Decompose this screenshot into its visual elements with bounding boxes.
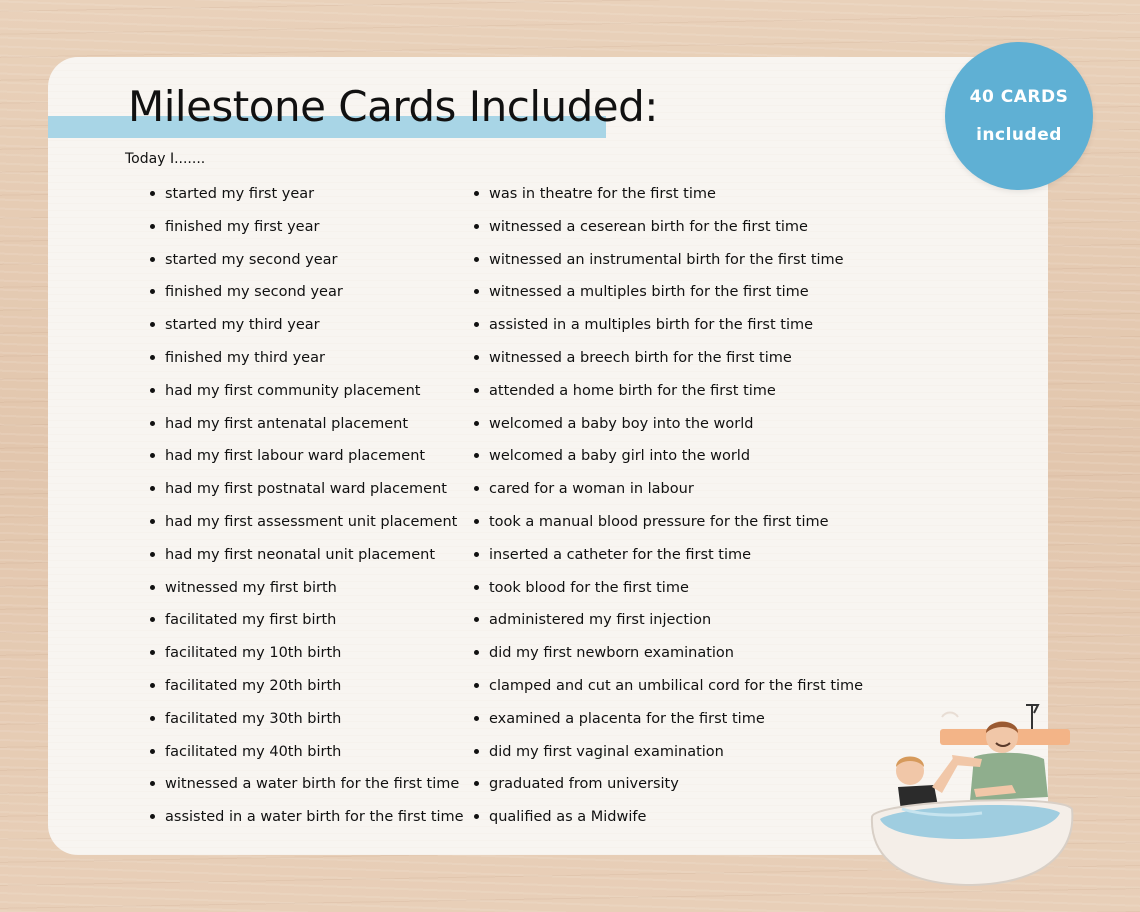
milestone-right-list-item: took blood for the first time [474,575,863,608]
milestone-left-list-item: witnessed my first birth [150,575,464,608]
milestone-left-list-item: started my second year [150,247,464,280]
water-birth-illustration [862,697,1082,887]
milestone-right-list-item: graduated from university [474,771,863,804]
milestone-right-list-item: took a manual blood pressure for the first time [474,509,863,542]
milestone-left-list-item: finished my third year [150,345,464,378]
milestone-right-list-item: administered my first injection [474,607,863,640]
milestone-left-list-item: had my first neonatal unit placement [150,542,464,575]
birthing-pool-icon [872,800,1072,885]
milestone-left-list-item: had my first postnatal ward placement [150,476,464,509]
milestone-right-list-item: was in theatre for the first time [474,181,863,214]
milestone-right-list-item: witnessed an instrumental birth for the first time [474,247,863,280]
milestone-list-left [150,181,464,837]
milestone-left-list-item: witnessed a water birth for the first time [150,771,464,804]
milestone-list-right [474,181,863,837]
milestone-left-list-item: had my first antenatal placement [150,411,464,444]
milestone-right-list-item: inserted a catheter for the first time [474,542,863,575]
cards-count-badge [945,42,1093,190]
milestone-left-list-item: finished my first year [150,214,464,247]
milestone-right-list-item: witnessed a ceserean birth for the first time [474,214,863,247]
milestone-right-list-item: witnessed a multiples birth for the first time [474,279,863,312]
milestone-right-list-item: witnessed a breech birth for the first time [474,345,863,378]
milestone-right-list-item: clamped and cut an umbilical cord for the first time [474,673,863,706]
milestone-right-list-item: cared for a woman in labour [474,476,863,509]
badge-line-2: included [976,125,1062,145]
milestone-right-list-item: qualified as a Midwife [474,804,863,837]
milestone-left-list-item: facilitated my 40th birth [150,739,464,772]
badge-line-1: 40 CARDS [969,87,1069,107]
milestone-left-list-item: finished my second year [150,279,464,312]
milestone-right-list-item: examined a placenta for the first time [474,706,863,739]
milestone-right-list-item: attended a home birth for the first time [474,378,863,411]
milestone-left-list-item: started my first year [150,181,464,214]
milestone-right-list-item: did my first newborn examination [474,640,863,673]
milestone-left-list-item: had my first community placement [150,378,464,411]
milestone-right-list-item: welcomed a baby girl into the world [474,443,863,476]
milestone-right-list-item: assisted in a multiples birth for the first time [474,312,863,345]
page-title: Milestone Cards Included: [128,82,658,131]
milestone-right-list-item: did my first vaginal examination [474,739,863,772]
milestone-left-list-item: had my first assessment unit placement [150,509,464,542]
milestone-left-list-item: assisted in a water birth for the first time [150,804,464,837]
milestone-left-list-item: started my third year [150,312,464,345]
milestone-left-list-item: facilitated my first birth [150,607,464,640]
milestone-left-list-item: facilitated my 10th birth [150,640,464,673]
milestone-left-list-item: facilitated my 20th birth [150,673,464,706]
intro-text: Today I....... [125,151,206,167]
milestone-right-list-item: welcomed a baby boy into the world [474,411,863,444]
milestone-left-list-item: had my first labour ward placement [150,443,464,476]
milestone-left-list-item: facilitated my 30th birth [150,706,464,739]
